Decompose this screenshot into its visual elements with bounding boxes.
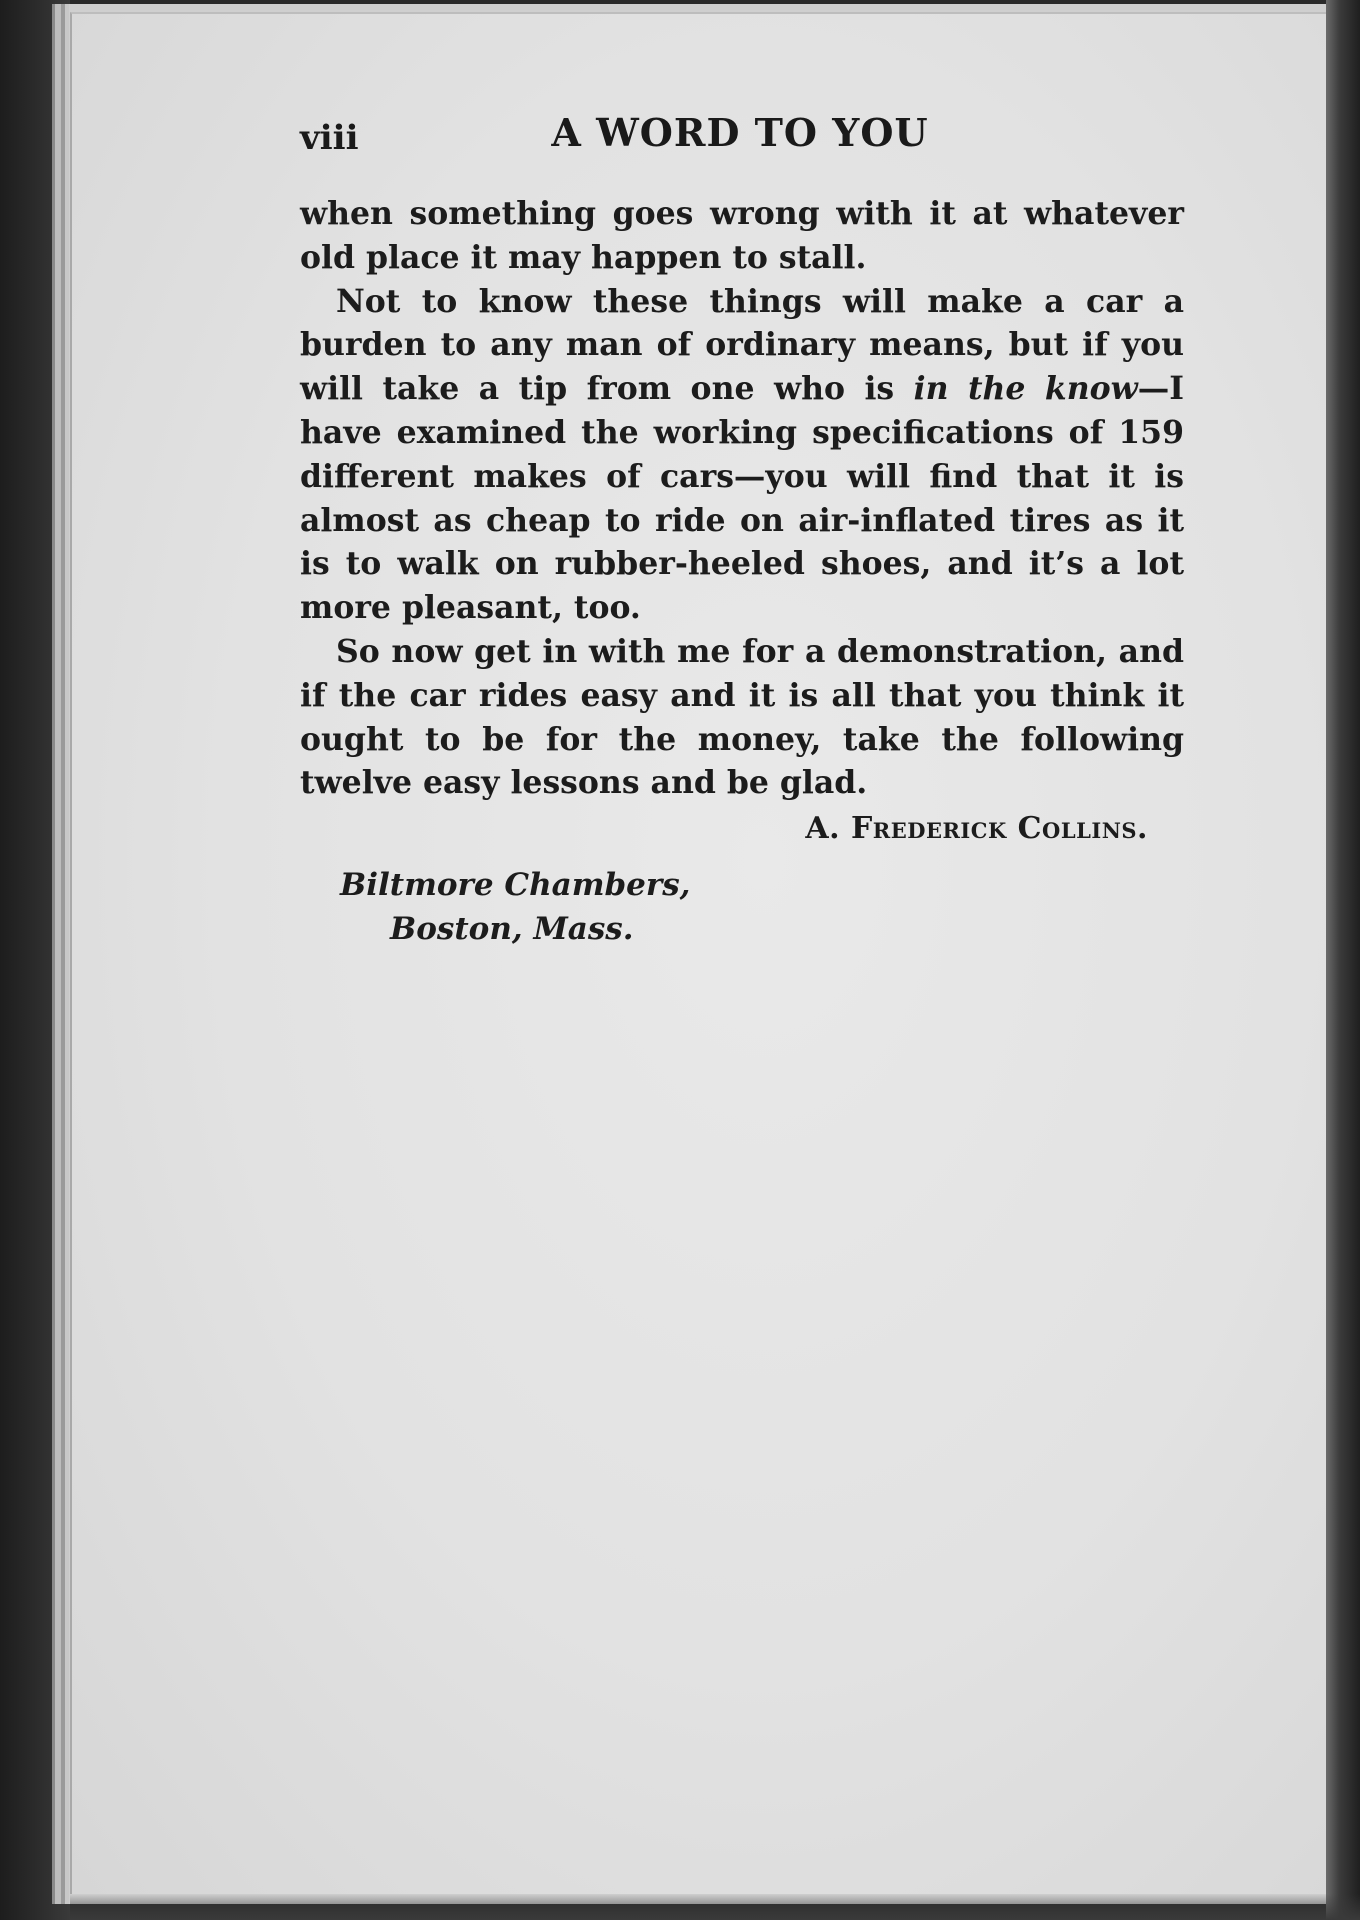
page-number: viii: [300, 118, 359, 158]
paragraph-continued: when something goes wrong with it at whatever old place it may happen to stall.: [300, 195, 1184, 276]
bottom-shadow: [70, 1894, 1360, 1920]
paragraph-tip: [300, 280, 1184, 630]
address-line-1: Biltmore Chambers,: [340, 866, 691, 903]
running-title: A WORD TO YOU: [551, 110, 929, 155]
paragraph-tip-end: —I have examined the working specifications of 159 different makes of cars—you will find that it is almost as cheap to ride on air-inflated tires as it is to walk on rubber-heeled shoes, and it’s a lot more pleasant, too.: [300, 370, 1185, 627]
address-line-2: Boston, Mass.: [390, 910, 634, 947]
paragraph-demonstration: So now get in with me for a demonstration, and if the car rides easy and it is all that you think it ought to be for the money, take the following twelve easy lessons and be glad.: [300, 632, 1184, 802]
text-block: [300, 192, 1184, 951]
author-signature: A. Frederick Collins.: [805, 811, 1148, 847]
paragraph-tip-start: Not to know these things will make a car a burden to any man of ordinary means, but if you will take a tip from one who is: [300, 282, 1184, 408]
running-head: [300, 110, 1180, 160]
emphasis-in-the-know: in the know: [913, 370, 1138, 408]
book-cover-right: [1326, 0, 1360, 1920]
author-address: [300, 863, 1184, 951]
